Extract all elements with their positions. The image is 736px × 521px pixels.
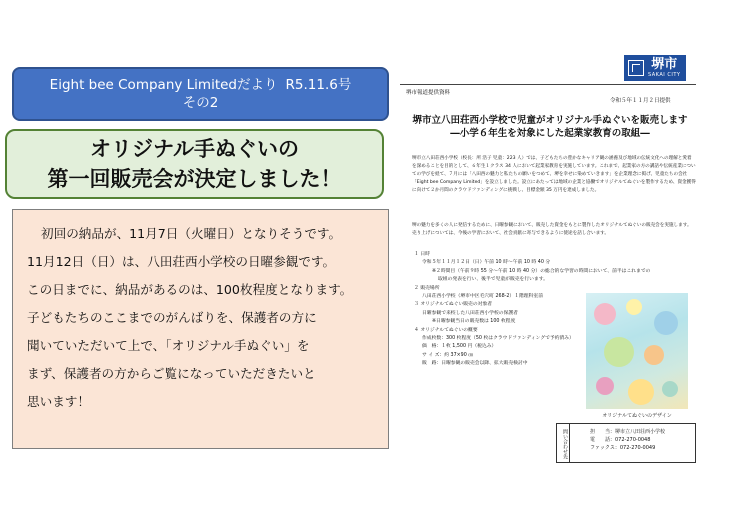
contact-row: ファックス：072-270-0049	[590, 445, 656, 451]
release-title-line-1: 堺市立八田荘西小学校で児童がオリジナル手ぬぐいを販売します	[412, 115, 688, 126]
title-line-2: 第一回販売会が決定しました！	[47, 167, 342, 191]
newsletter-body	[12, 209, 389, 449]
contact-side-label: 問い合わせ先	[557, 424, 570, 462]
release-item: 作成枚数：300 枚程度（50 枚はクラウドファンディングで予約済み）	[422, 336, 574, 342]
release-item: １ 日時	[414, 252, 430, 257]
newsletter-header-line1	[14, 76, 387, 94]
body-line: この日までに、納品があるのは、100枚程度となります。	[27, 282, 353, 297]
tenugui-design-illustration	[586, 293, 688, 409]
release-item: ４ オリジナルてぬぐいの概要	[414, 327, 478, 333]
sakai-city-emblem-icon	[628, 60, 644, 76]
contact-row: 電 話：072-270-0048	[590, 437, 651, 443]
body-line: まず、保護者の方からご覧になっていただきたいと	[27, 366, 316, 381]
release-paragraph-1: 堺市立八田荘西小学校（校長：所 浩子 児童：223 人）では、子どもたちの豊かなキャリア観の涵養及び地域の伝統文化への理解と愛着を深めることを目的として、６年生１クラス 34 人において起業家教育を実施しています。これまで、起業家の方の講話や伝統産業についての学びを経て、７月には「八田西の魅力と私たちの願いをつめて、堺を幸せに染めていきます」を企業理念に掲げ、児童たちの会社「Eight bee Company Limited」を設立しました。設立にあたっては地域の企業と協働でオリジナルてぬぐいを製作するため、資金獲得に向けて２か月間のクラウドファンディングに挑戦し、目標金額 35 万円を達成しました。	[412, 156, 696, 193]
newsletter-header-line2: その2	[182, 95, 219, 111]
release-item: 日曜参観で来校した八田荘西小学校の保護者	[422, 310, 518, 316]
body-line: 初回の納品が、11月7日（火曜日）となりそうです。	[41, 226, 342, 241]
body-line: 11月12日（日）は、八田荘西小学校の日曜参観です。	[27, 254, 336, 269]
release-paragraph-2: 堺の魅力を多くの人に発信するために、日曜参観において、販売した資金をもとに製作したオリジナルてぬぐいの販売会を実施します。売り上げについては、今後の学習において、社会貢献に寄与できるように使途を話し合います。	[412, 223, 692, 236]
contact-row: 担 当：堺市立八田荘西小学校	[590, 429, 666, 435]
logo-sub: SAKAI CITY	[648, 72, 681, 78]
release-item: 販 路：日曜参観の販売会以降、拡大販売検討中	[422, 361, 528, 367]
release-kind: 堺市報道提供資料	[406, 90, 451, 96]
release-item: 取組の発表を行い、後半で児童が販売を行います。	[438, 277, 548, 283]
newsletter-title	[5, 129, 384, 199]
release-item: ※日曜参観当日の販売数は 100 枚程度	[432, 319, 516, 325]
body-line: 思います！	[27, 394, 90, 409]
release-item: 八田荘西小学校（堺市中区毛穴町 268-2）１階理科室前	[422, 294, 543, 300]
header-rule	[400, 84, 696, 85]
illustration-caption: オリジナルてぬぐいのデザイン	[602, 413, 672, 419]
release-item: ２ 販売場所	[414, 285, 440, 291]
newsletter-header	[12, 67, 389, 121]
company-name: Eight bee Company Limitedだより	[49, 77, 278, 93]
release-item: サ イ ズ：約 37×90 ㎝	[422, 352, 474, 358]
issue-number: R5.11.6号	[285, 77, 352, 93]
release-item: ※２時間目（午前９時 55 分～午前 10 時 40 分）の総合的な学習の時間において、前半はこれまでの	[432, 268, 651, 274]
release-item: ３ オリジナルてぬぐい販売の対象者	[414, 302, 493, 308]
sakai-city-logo	[624, 55, 686, 81]
release-title-line-2: ―小学６年生を対象にした起業家教育の取組―	[450, 128, 650, 139]
release-item: 価 格：１枚 1,500 円（税込み）	[422, 344, 497, 350]
contact-box	[556, 423, 696, 463]
release-title	[400, 114, 700, 140]
title-line-1: オリジナル手ぬぐいの	[90, 137, 299, 161]
release-item: 令和５年１１月１２日（日）午前 10 時～午前 10 時 40 分	[422, 260, 551, 266]
release-date: 令和５年１１月２日提供	[610, 98, 671, 104]
release-items	[414, 251, 651, 369]
logo-name: 堺市	[651, 57, 678, 72]
body-line: 聞いていただいて上で、「オリジナル手ぬぐい」を	[27, 338, 310, 353]
body-line: 子どもたちのここまでのがんばりを、保護者の方に	[27, 310, 317, 325]
